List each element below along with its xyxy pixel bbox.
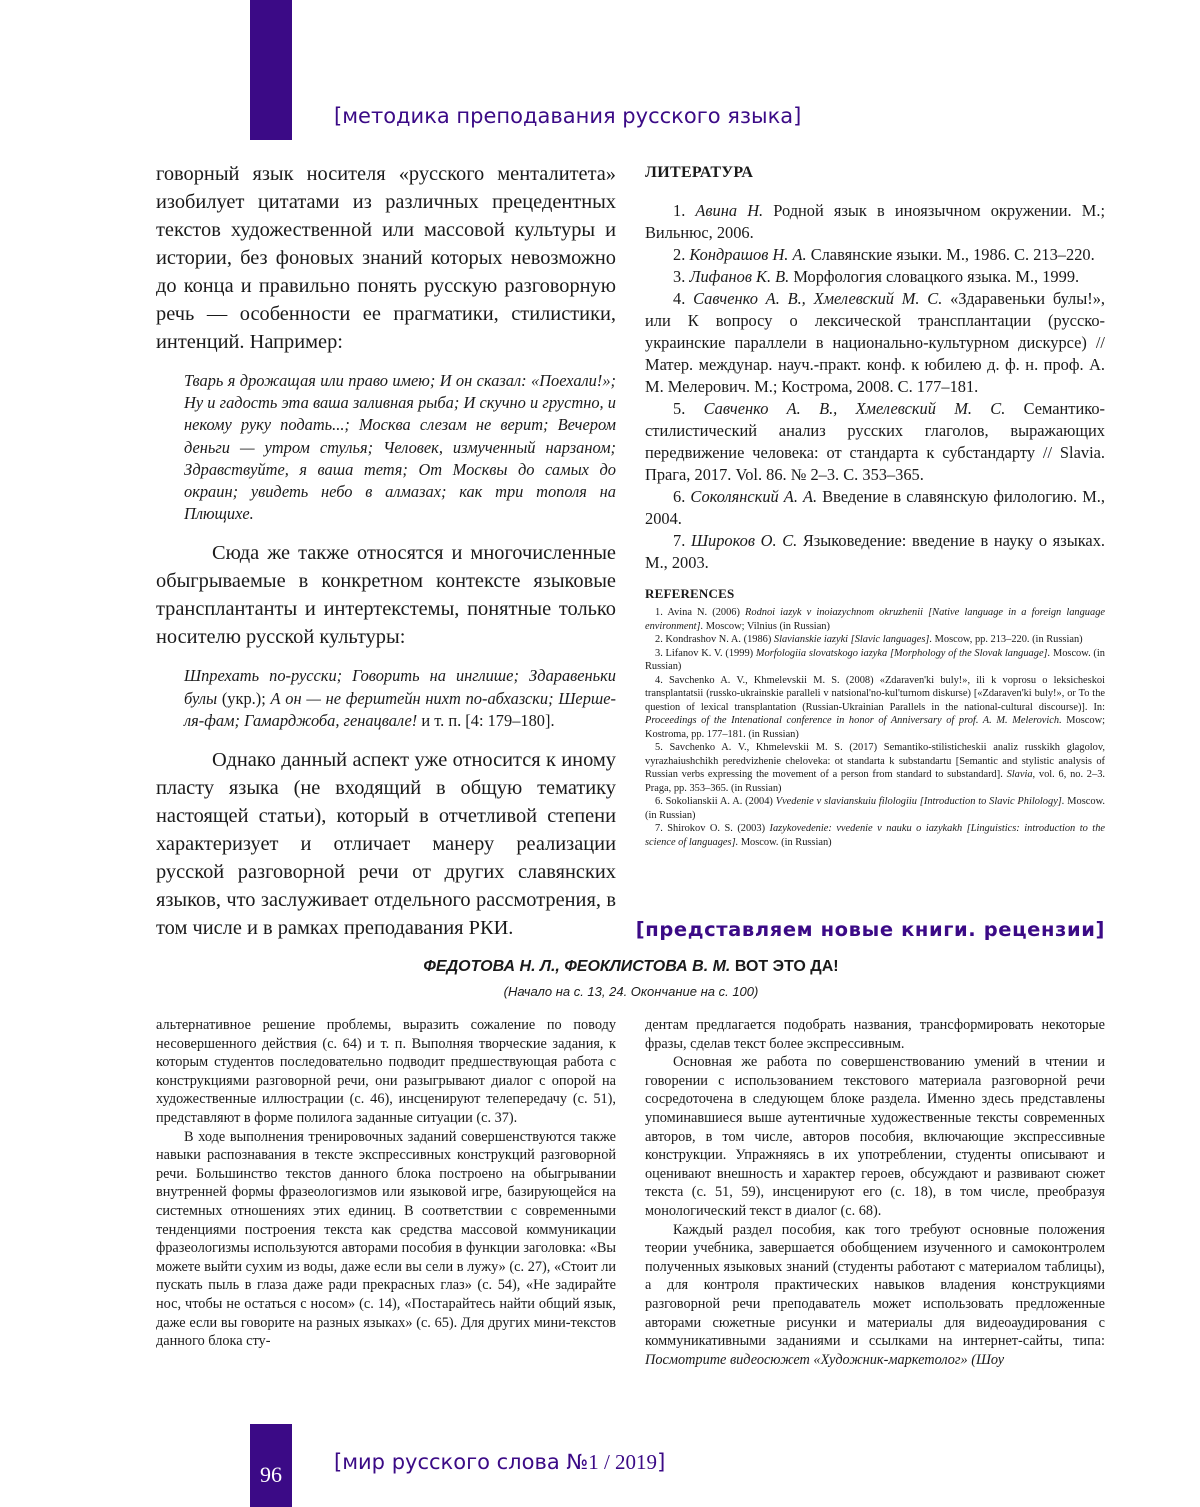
literature-number: 6. (673, 487, 691, 506)
reference-text: Moscow; Vilnius (in Russian) (703, 620, 830, 632)
literature-author: Авина Н. (695, 201, 764, 220)
literature-author: Соколянский А. А. (690, 487, 818, 506)
literature-author: Лифанов К. В. (689, 267, 790, 286)
literature-item (645, 530, 1105, 574)
literature-item (645, 200, 1105, 244)
paragraph: дентам предлагается подобрать названия, трансформировать некоторые фразы, сделав текст более экспрессивным. (645, 1017, 1105, 1052)
reference-text: 2. Kondrashov N. A. (1986) (655, 634, 774, 645)
quote-block: Тварь я дрожащая или право имею; И он сказал: «Поехали!»; Ну и гадость эта ваша заливная рыба; И скучно и грустно, и некому руку подать...; Москва слезам не верит; Вечером деньги — утром стулья; Человек, измученный нарзаном; Здравствуйте, я ваша тетя; От Москвы до самых до окраин; увидеть небо в алмазах; как три тополя на Плющихе. (184, 371, 616, 524)
literature-list (645, 200, 1105, 574)
reference-title: Proceedings of the Intenational conference in honor of Anniversary of prof. A. M. Melerovich. (645, 715, 1062, 726)
footer-bracket: ] (657, 1450, 666, 1474)
reference-text: Moscow. (in Russian) (645, 796, 1106, 821)
literature-item (645, 398, 1105, 486)
article-name: ВОТ ЭТО ДА! (730, 958, 839, 975)
review-left-column (156, 1016, 616, 1351)
reference-title: Morfologiia slovatskogo iazyka [Morphology of the Slovak language]. (755, 647, 1051, 659)
literature-author: Кондрашов Н. А. (689, 245, 807, 264)
issue-number: 1 / 2019 (588, 1450, 658, 1474)
review-right-column (645, 1016, 1105, 1369)
paragraph-italic: Посмотрите видеосюжет «Художник-маркетолог» (Шоу (645, 1351, 1005, 1368)
article-authors: ФЕДОТОВА Н. Л., ФЕОКЛИСТОВА В. М. (423, 958, 731, 975)
literature-title: ЛИТЕРАТУРА (645, 164, 754, 181)
reference-item (645, 674, 1105, 742)
reference-item (645, 795, 1105, 822)
literature-number: 5. (673, 399, 704, 418)
reference-title: Vvedenie v slavianskuiu filologiiu [Introduction to Slavic Philology]. (775, 796, 1065, 807)
article-title (156, 958, 1106, 976)
quote-note: (укр.); (217, 688, 271, 708)
reference-text: 4. Savchenko A. V., Khmelevskii M. S. (2008) «Zdaraven'ki buly!», ili k voprosu o leksicheskoi transplantatsii (russko-ukrainskie paralleli v natsional'no-kul'turnom diskurse) [«Zdaraven'ki buly!», or To the question of lexical transplantation (Russian-Ukrainian Parallels in the national-cultural discourse)]. In: (645, 674, 1105, 713)
literature-number: 7. (673, 531, 691, 550)
reference-text: 1. Avina N. (2006) (655, 607, 746, 618)
main-text-left-column (156, 160, 616, 942)
reference-text: 5. Savchenko A. V., Khmelevskii M. S. (2017) Semantiko-stilisticheskii analiz russkikh glagolov, vyrazhaiushchikh peredvizhenie cheloveka: ot standarta k substandartu [Semantic and stylistic analysis of Russian verbs expressing the movement of a person from standard to substandard]. (645, 742, 1105, 780)
literature-text: Семантико-стилистический анализ русских глаголов, выражающих передвижение человека: от стандарта к субстандарту // Slavia. Прага, 2017. Vol. 86. № 2–3. С. 353–365. (645, 399, 1106, 484)
quote-text: Шпрехать по-русски; Говорить на инглише; Здаравеньки булы (184, 666, 616, 708)
literature-text: Введение в славянскую филологию. М., 2004. (645, 487, 1106, 528)
literature-text: Языковедение: введение в науку о языках. М., 2003. (645, 531, 1105, 572)
section-rubric: [представляем новые книги. рецензии] (635, 918, 1105, 941)
literature-item (645, 266, 1105, 288)
literature-number: 1. (673, 201, 696, 220)
top-accent-bar (250, 0, 292, 140)
literature-author: Савченко А. В., Хмелевский М. С. (703, 399, 1006, 418)
literature-author: Широков О. С. (690, 531, 798, 550)
journal-name: [мир русского слова (334, 1450, 567, 1474)
references-title: REFERENCES (645, 586, 735, 601)
literature-text: «Здаравеньки булы!», или К вопросу о лексической трансплантации (русско-украинские параллели в национально-культурном дискурсе) // Матер. междунар. науч.-практ. конф. к юбилею д. ф. н. проф. А. М. Мелерович. М.; Кострома, 2008. С. 177–181. (645, 289, 1105, 396)
reference-title: Slavia (1006, 769, 1033, 780)
references-list (645, 606, 1105, 849)
reference-text: 3. Lifanov K. V. (1999) (655, 647, 756, 659)
reference-item (645, 741, 1105, 795)
literature-text: Славянские языки. М., 1986. С. 213–220. (806, 245, 1095, 264)
paragraph: Однако данный аспект уже относится к иному пласту языка (не входящий в общую тематику настоящей статьи), который в отчетливой степени характеризует и отличает манеру реализации русской разговорной речи от других славянских языков, что заслуживает отдельного рассмотрения, в том числе и в рамках преподавания РКИ. (156, 749, 616, 940)
article-subtitle: (Начало на с. 13, 24. Окончание на с. 100) (503, 984, 759, 999)
paragraph: Основная же работа по совершенствованию умений в чтении и говорении с использованием текстового материала разговорной речи сосредоточена в следующем блоке раздела. Именно здесь представлены упоминавшиеся выше аутентичные художественные тексты современных авторов, в том числе, авторов пособия, включающие экспрессивные конструкции. Упражняясь в их употреблении, студенты описывают и оценивают внешность и характер героев, обсуждают и развивают сюжет текста (с. 51, 59), инсценируют его (с. 18), в том числе, преобразуя монологический текст в диалог (с. 68). (645, 1054, 1105, 1219)
journal-footer (334, 1450, 665, 1475)
reference-item (645, 633, 1105, 647)
page-number: 96 (260, 1462, 282, 1487)
quote-citation: и т. п. [4: 179–180]. (417, 710, 555, 730)
issue-mark: № (566, 1450, 589, 1474)
literature-item (645, 288, 1105, 398)
rubric-header: [методика преподавания русского языка] (334, 104, 802, 128)
literature-number: 4. (673, 289, 694, 308)
literature-author: Савченко А. В., Хмелевский М. С. (693, 289, 943, 308)
reference-text: 6. Sokolianskii A. A. (2004) (655, 796, 776, 807)
reference-title: Iazykovedenie: vvedenie v nauku o iazykakh [Linguistics: introduction to the science of languages]. (645, 823, 1105, 848)
reference-title: Slavianskie iazyki [Slavic languages]. (773, 634, 933, 645)
reference-item (645, 606, 1105, 633)
paragraph: альтернативное решение проблемы, выразить сожаление по поводу несовершенного действия (с. 64) и т. п. Выполняя творческие задания, к которым студентов последовательно подводит предшествующая работа с конструкциями разговорной речи, они разыгрывают диалог с опорой на художественные иллюстрации (с. 46), инсценируют телепередачу (с. 51), представляют в форме полилога заданные ситуации (с. 37). (156, 1017, 616, 1126)
reference-text: Moscow. (in Russian) (645, 647, 1105, 672)
literature-text: Родной язык в иноязычном окружении. М.; Вильнюс, 2006. (645, 201, 1105, 242)
reference-item (645, 647, 1105, 674)
reference-text: Moscow. (in Russian) (738, 836, 832, 848)
reference-text: , vol. 6, no. 2–3. Praga, pp. 353–365. (in Russian) (645, 769, 1105, 794)
paragraph: Сюда же также относятся и многочисленные обыгрываемые в конкретном контексте языковые трансплантанты и интертекстемы, понятные только носителю русской культуры: (156, 542, 616, 649)
literature-column (645, 160, 1105, 849)
quote-block (184, 665, 616, 732)
literature-number: 3. (673, 267, 690, 286)
reference-text: 7. Shirokov O. S. (2003) (655, 823, 770, 834)
reference-item (645, 822, 1105, 849)
paragraph (645, 1221, 1105, 1370)
reference-text: Moscow, pp. 213–220. (in Russian) (932, 634, 1083, 645)
paragraph: В ходе выполнения тренировочных заданий совершенствуются также навыки распознавания в тексте экспрессивных конструкций разговорной речи. Большинство текстов данного блока построено на обыгрывании внутренней формы фразеологизмов или языковой игре, базирующейся на системных отношениях этих единиц. В соответствии с современными тенденциями построения текста как средства массовой коммуникации фразеологизмы используются авторами пособия в функции заголовка: «Вы можете выйти сухим из воды, даже если вы сели в лужу» (с. 27), «Стоит ли пускать пыль в глаза даже ради прекрасных глаз» (с. 54), «Не задирайте нос, чтобы не остаться с носом» (с. 14), «Постарайтесь найти общий язык, даже если вы говорите на разных языках» (с. 65). Для других мини-текстов данного блока сту- (156, 1128, 616, 1350)
literature-item (645, 244, 1105, 266)
quote-text: А он — не ферштейн нихт по-абхазски; Шерше-ля-фам; Гамарджоба, генацвале! (184, 688, 616, 730)
literature-item (645, 486, 1105, 530)
reference-title: Rodnoi iazyk v inoiazychnom okruzhenii [Native language in a foreign language environment]. (645, 607, 1105, 632)
paragraph: говорный язык носителя «русского менталитета» изобилует цитатами из различных прецедентных текстов художественной или массовой культуры и истории, без фоновых знаний которых невозможно до конца и правильно понять русскую разговорную речь — особенности ее прагматики, стилистики, интенций. Например: (156, 163, 616, 353)
paragraph-text: Каждый раздел пособия, как того требуют основные положения теории учебника, завершается обобщением изученного и самоконтролем полученных языковых знаний (студенты работают с материалом таблицы), а для контроля практических навыков владения конструкциями разговорной речи преподаватель может использовать предложенные авторами сюжетные рисунки и материалы для видеоаудирования с коммуникативными заданиями и ссылками на интернет-сайты, типа: (645, 1221, 1105, 1350)
literature-number: 2. (673, 245, 690, 264)
reference-text: Moscow; Kostroma, pp. 177–181. (in Russian) (645, 715, 1105, 740)
literature-text: Морфология словацкого языка. М., 1999. (789, 267, 1080, 286)
